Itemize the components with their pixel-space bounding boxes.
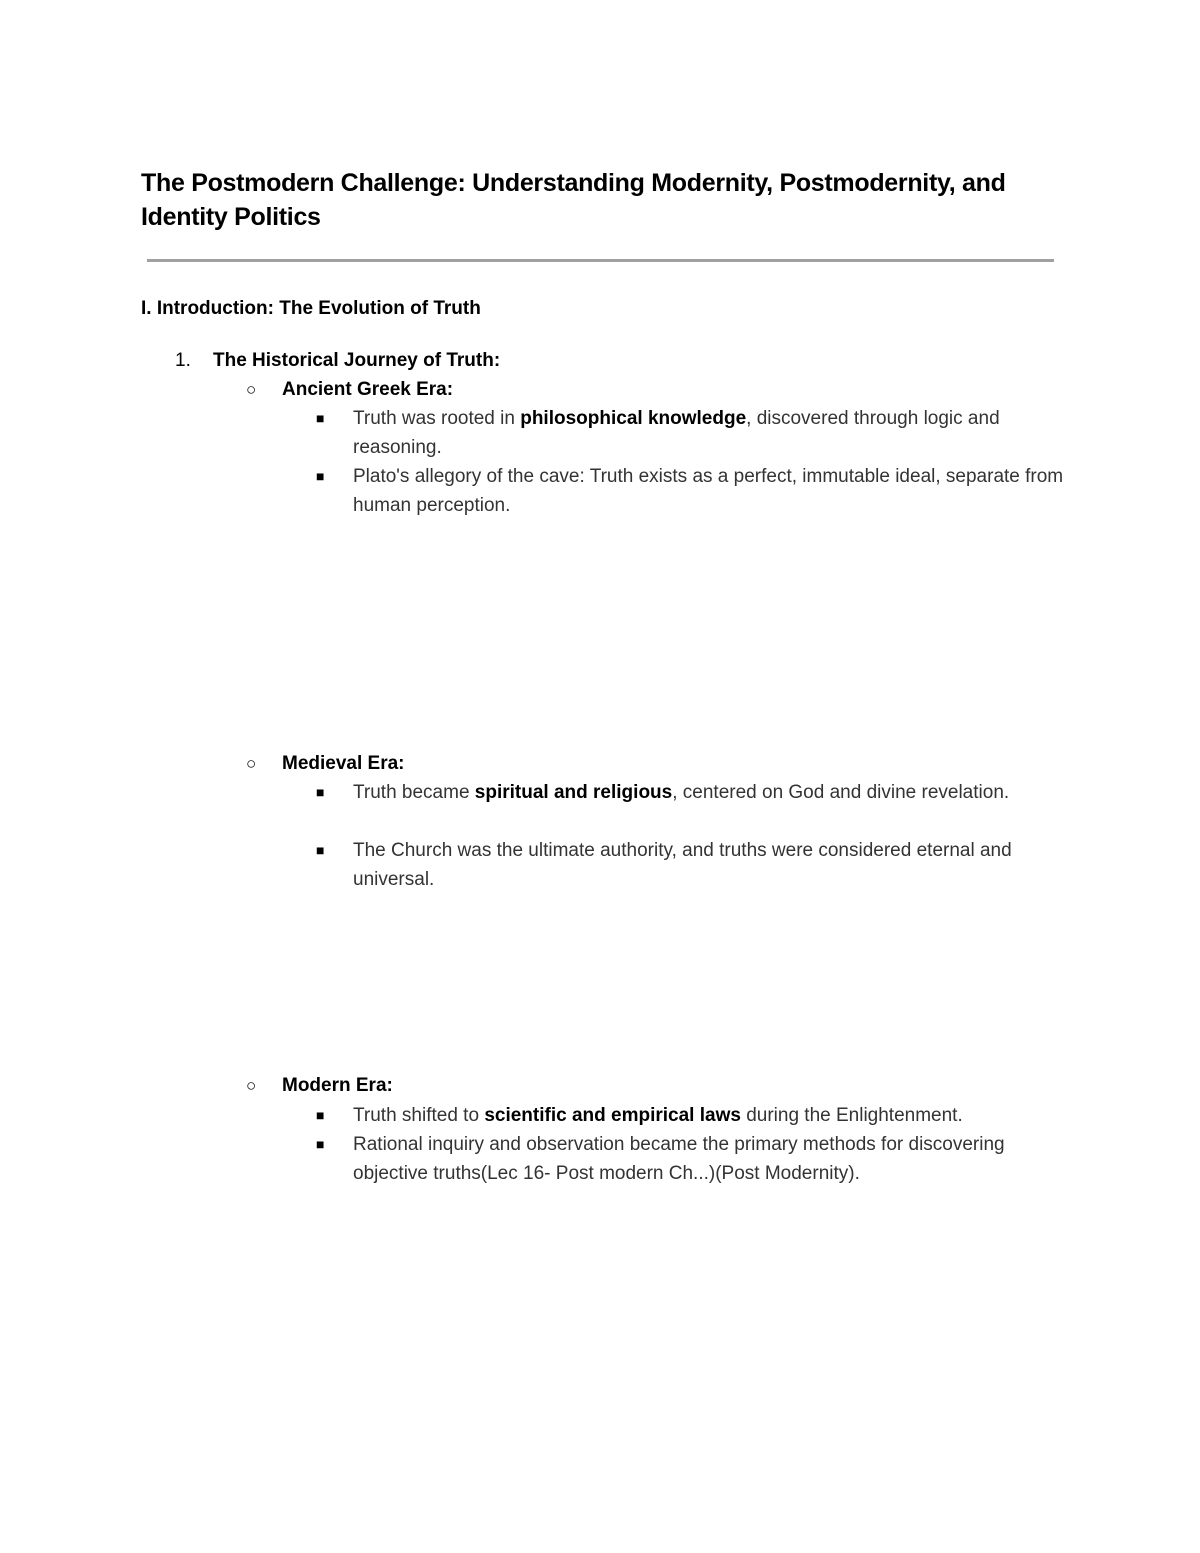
square-bullet-icon: ■: [316, 468, 325, 484]
era-title: Modern Era:: [282, 1075, 393, 1096]
era-ancient-greek: [246, 375, 453, 404]
list-heading: The Historical Journey of Truth:: [213, 350, 501, 371]
list-item: ■ Truth was rooted in philosophical knowledge, discovered through logic and reasoning.: [316, 404, 1076, 462]
square-bullet-icon: ■: [316, 410, 325, 426]
square-bullet-icon: ■: [316, 784, 325, 800]
list-item: ■ Plato's allegory of the cave: Truth exists as a perfect, immutable ideal, separate from human perception.: [316, 462, 1076, 520]
era-title: Ancient Greek Era:: [282, 379, 454, 400]
horizontal-rule: [147, 259, 1054, 262]
list-item: ■ Rational inquiry and observation became the primary methods for discovering objective truths(Lec 16- Post modern Ch...)(Post Modernity).: [316, 1130, 1076, 1188]
square-bullet-icon: ■: [316, 1136, 325, 1152]
square-bullet-icon: ■: [316, 1107, 325, 1123]
list-item: ■ Truth shifted to scientific and empirical laws during the Enlightenment.: [316, 1101, 1076, 1130]
hollow-circle-bullet-icon: ○: [246, 754, 257, 773]
era-title: Medieval Era:: [282, 753, 405, 774]
document-title: The Postmodern Challenge: Understanding Modernity, Postmodernity, and Identity Politics: [141, 169, 1006, 231]
list-item-historical-journey: [175, 346, 500, 375]
list-number: 1.: [175, 350, 191, 371]
list-item: ■ The Church was the ultimate authority, and truths were considered eternal and universal.: [316, 836, 1076, 894]
square-bullet-icon: ■: [316, 842, 325, 858]
era-modern: [246, 1071, 393, 1100]
section-heading: I. Introduction: The Evolution of Truth: [141, 298, 481, 319]
list-item: ■ Truth became spiritual and religious, centered on God and divine revelation.: [316, 778, 1076, 807]
hollow-circle-bullet-icon: ○: [246, 1076, 257, 1095]
era-medieval: [246, 749, 405, 778]
hollow-circle-bullet-icon: ○: [246, 380, 257, 399]
